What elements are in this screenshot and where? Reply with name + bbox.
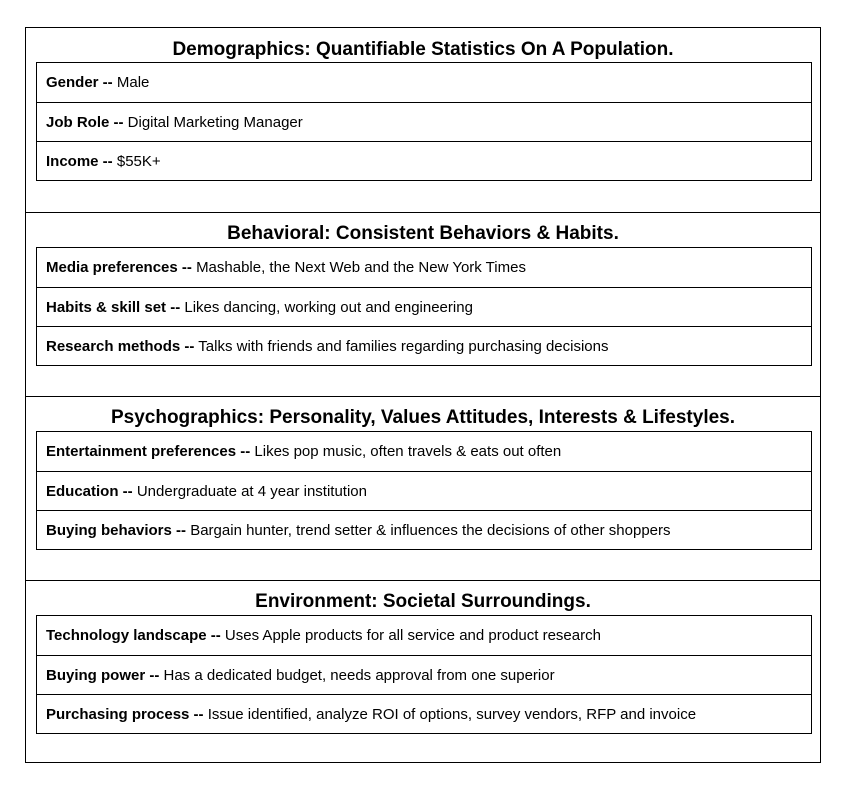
row-value: Male (116, 74, 150, 91)
row-value: Uses Apple products for all service and product research (224, 627, 601, 644)
row-value: Has a dedicated budget, needs approval from one superior (163, 667, 555, 684)
row-label: Gender -- (46, 74, 113, 91)
row-value: Issue identified, analyze ROI of options, survey vendors, RFP and invoice (207, 706, 697, 723)
row-value: $55K+ (116, 153, 161, 170)
row-label: Technology landscape -- (46, 627, 221, 644)
row-value: Digital Marketing Manager (127, 114, 303, 131)
row-habits-skill-set (37, 287, 811, 326)
row-label: Habits & skill set -- (46, 299, 181, 316)
section-title: Behavioral: Consistent Behaviors & Habits. (227, 223, 619, 244)
row-label: Education -- (46, 483, 133, 500)
row-label: Media preferences -- (46, 259, 192, 276)
section-behavioral (26, 212, 820, 396)
row-value: Likes dancing, working out and engineering (184, 299, 473, 316)
row-value: Mashable, the Next Web and the New York Times (196, 259, 526, 276)
row-gender (37, 63, 811, 102)
row-income (37, 141, 811, 180)
row-buying-behaviors (37, 510, 811, 549)
section-psychographics (26, 396, 820, 580)
row-value: Talks with friends and families regarding purchasing decisions (198, 338, 609, 355)
row-media-preferences (37, 248, 811, 287)
section-rows (36, 615, 812, 734)
section-title: Demographics: Quantifiable Statistics On A Population. (172, 39, 674, 60)
persona-document (25, 27, 821, 763)
section-rows (36, 62, 812, 181)
row-value: Undergraduate at 4 year institution (136, 483, 367, 500)
row-education (37, 471, 811, 510)
row-purchasing-process (37, 694, 811, 733)
row-label: Purchasing process -- (46, 706, 204, 723)
row-label: Buying power -- (46, 667, 160, 684)
section-demographics (26, 28, 820, 212)
section-rows (36, 247, 812, 366)
row-research-methods (37, 326, 811, 365)
row-label: Buying behaviors -- (46, 522, 187, 539)
row-label: Job Role -- (46, 114, 124, 131)
section-environment (26, 580, 820, 764)
row-label: Entertainment preferences -- (46, 443, 251, 460)
section-rows (36, 431, 812, 550)
row-value: Likes pop music, often travels & eats out often (254, 443, 562, 460)
row-technology-landscape (37, 616, 811, 655)
row-buying-power (37, 655, 811, 694)
row-label: Research methods -- (46, 338, 195, 355)
row-entertainment-preferences (37, 432, 811, 471)
row-value: Bargain hunter, trend setter & influences the decisions of other shoppers (190, 522, 671, 539)
section-title: Environment: Societal Surroundings. (255, 591, 591, 612)
row-job-role (37, 102, 811, 141)
row-label: Income -- (46, 153, 113, 170)
section-title: Psychographics: Personality, Values Attitudes, Interests & Lifestyles. (110, 407, 736, 428)
